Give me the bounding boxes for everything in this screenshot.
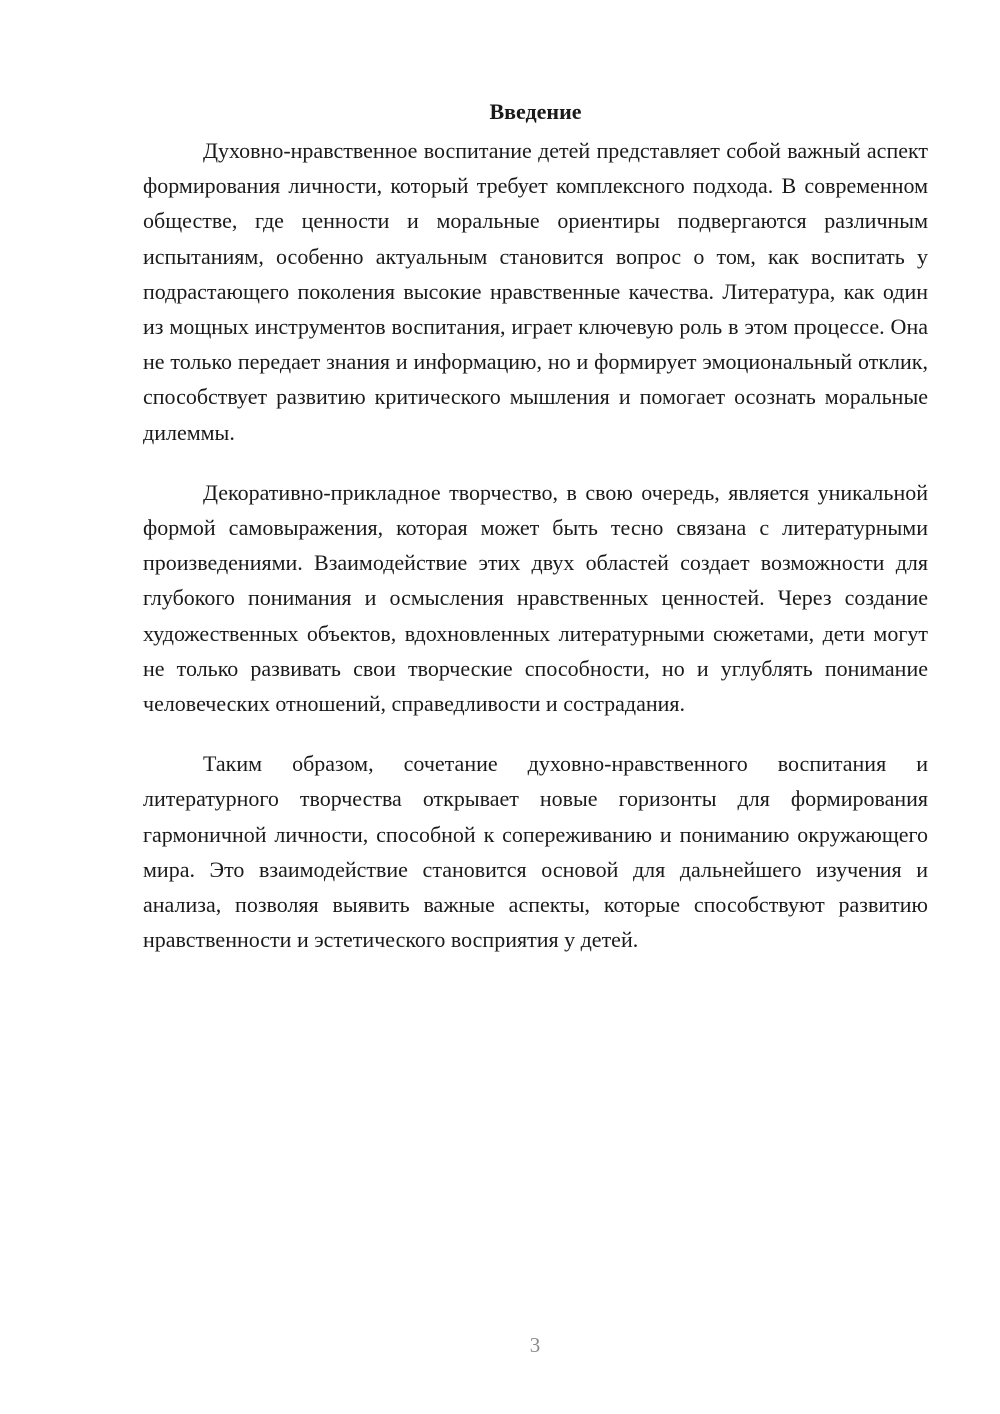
- page-number: 3: [529, 1333, 541, 1357]
- section-heading: Введение: [489, 99, 582, 124]
- paragraph-2: Декоративно-прикладное творчество, в свою очередь, является уникальной формой самовыражения, которая может быть тесно связана с литературными произведениями. Взаимодействие этих двух областей создает возможности для глубокого понимания и осмысления нравственных ценностей. Через создание художественных объектов, вдохновленных литературными сюжетами, дети могут не только развивать свои творческие способности, но и углублять понимание человеческих отношений, справедливости и сострадания.: [143, 479, 928, 717]
- paragraph-1: Духовно-нравственное воспитание детей представляет собой важный аспект формирования личности, который требует комплексного подхода. В современном обществе, где ценности и моральные ориентиры подвергаются различным испытаниям, особенно актуальным становится вопрос о том, как воспитать у подрастающего поколения высокие нравственные качества. Литература, как один из мощных инструментов воспитания, играет ключевую роль в этом процессе. Она не только передает знания и информацию, но и формирует эмоциональный отклик, способствует развитию критического мышления и помогает осознать моральные дилеммы.: [143, 138, 928, 445]
- page-body: [143, 94, 928, 982]
- paragraph-3: Таким образом, сочетание духовно-нравственного воспитания и литературного творчества открывает новые горизонты для формирования гармоничной личности, способной к сопереживанию и пониманию окружающего мира. Это взаимодействие становится основой для дальнейшего изучения и анализа, позволяя выявить важные аспекты, которые способствуют развитию нравственности и эстетического восприятия у детей.: [143, 751, 928, 953]
